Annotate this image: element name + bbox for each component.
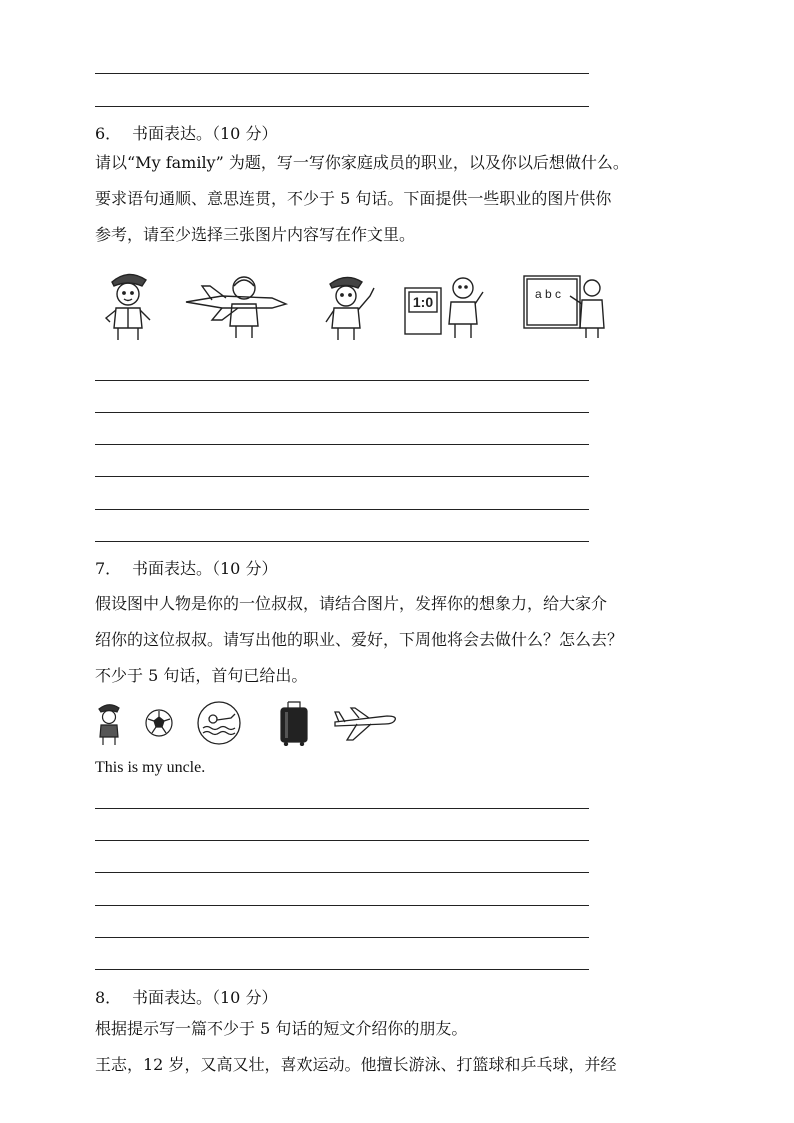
text-line: 根据提示写一篇不少于 5 句话的短文介绍你的朋友。 — [95, 1019, 468, 1038]
referee-scoreboard-icon — [403, 272, 495, 340]
answer-line — [95, 476, 589, 477]
question-title: 书面表达。（10 分） — [132, 124, 278, 143]
text-line: 参考，请至少选择三张图片内容写在作文里。 — [95, 225, 416, 244]
answer-line — [95, 937, 589, 938]
text-line: 请以“My family” 为题，写一写你家庭成员的职业，以及你以后想做什么。 — [95, 153, 629, 172]
soccer-ball-icon — [144, 708, 174, 738]
text-line: 要求语句通顺、意思连贯，不少于 5 句话。下面提供一些职业的图片供你 — [95, 189, 612, 208]
question-6-heading — [95, 121, 277, 144]
question-8-text — [95, 1011, 707, 1083]
suitcase-icon — [277, 700, 311, 746]
answer-line — [95, 444, 589, 445]
text-line: 假设图中人物是你的一位叔叔，请结合图片，发挥你的想象力，给大家介 — [95, 594, 608, 613]
answer-line — [95, 905, 589, 906]
teacher-blackboard-icon — [522, 272, 608, 340]
answer-line — [95, 412, 589, 413]
answer-line — [95, 106, 589, 107]
swimming-icon — [195, 700, 243, 746]
question-number: 8． — [95, 988, 122, 1007]
answer-line — [95, 541, 589, 542]
answer-line — [95, 380, 589, 381]
blackboard-text: a b c — [534, 287, 562, 301]
answer-line — [95, 808, 589, 809]
first-sentence: This is my uncle. — [95, 759, 206, 776]
answer-line — [95, 969, 589, 970]
police-officer-icon — [94, 700, 124, 746]
pilot-jet-icon — [182, 270, 292, 340]
airplane-icon — [333, 704, 399, 744]
question-7-heading — [95, 556, 277, 579]
question-title: 书面表达。（10 分） — [132, 559, 278, 578]
question-title: 书面表达。（10 分） — [132, 988, 278, 1007]
question-number: 6． — [95, 124, 122, 143]
question-8-heading — [95, 985, 277, 1008]
question-number: 7． — [95, 559, 122, 578]
answer-line — [95, 73, 589, 74]
answer-line — [95, 509, 589, 510]
police-officer-icon — [100, 266, 156, 342]
answer-line — [95, 840, 589, 841]
question-6-text — [95, 145, 707, 253]
text-line: 王志，12 岁，又高又壮，喜欢运动。他擅长游泳、打篮球和乒乓球，并经 — [95, 1055, 617, 1074]
text-line: 不少于 5 句话，首句已给出。 — [95, 666, 308, 685]
answer-line — [95, 872, 589, 873]
police-officer-saluting-icon — [318, 270, 378, 342]
scoreboard-text: 1:0 — [412, 294, 434, 310]
question-7-text — [95, 586, 707, 694]
text-line: 绍你的这位叔叔。请写出他的职业、爱好，下周他将会去做什么？怎么去？ — [95, 630, 624, 649]
